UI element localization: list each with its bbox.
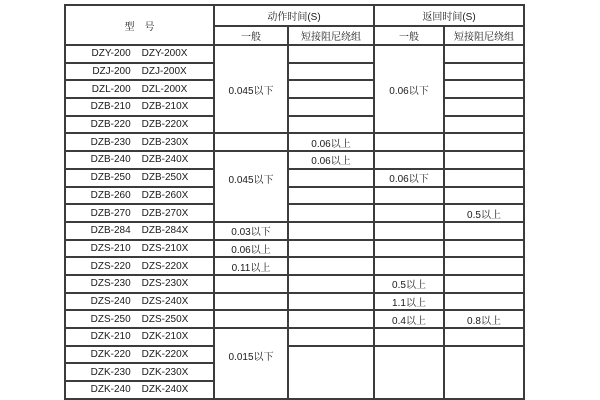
empty-cell [214,293,288,311]
table-row [65,187,524,205]
model-name-x: DZS-220X [141,260,189,272]
model-cell [65,98,214,116]
header-model: 型 号 [65,5,214,45]
model-cell [65,363,214,381]
model-name: DZB-284 [90,225,131,237]
model-cell [65,151,214,169]
model-name-x: DZB-270X [141,207,189,219]
value-cell-action-general: 0.045以下 [214,45,288,133]
empty-cell [444,222,524,240]
model-name: DZB-210 [90,101,131,113]
model-name: DZS-220 [90,260,131,272]
value-cell-action-general: 0.06以上 [214,240,288,258]
empty-cell [374,257,444,275]
model-name-x: DZB-240X [141,154,189,166]
model-cell [65,80,214,98]
value-cell-action-general: 0.015以下 [214,328,288,399]
model-name: DZK-210 [90,331,131,343]
table-row [65,310,524,328]
model-cell [65,45,214,63]
model-cell [65,257,214,275]
empty-cell [214,275,288,293]
model-name: DZS-210 [90,242,131,254]
model-name: DZB-240 [90,154,131,166]
table-row [65,116,524,134]
value-cell-return-damping: 0.8以上 [444,310,524,328]
value-cell-return-general: 0.06以下 [374,45,444,133]
empty-cell [374,151,444,169]
table-row [65,240,524,258]
table-row [65,346,524,364]
spec-table [64,4,525,400]
model-name-x: DZB-284X [141,225,189,237]
header-action-general: 一般 [214,26,288,45]
empty-cell [444,293,524,311]
model-name: DZB-270 [90,207,131,219]
empty-cell [288,116,374,134]
table-row [65,222,524,240]
model-cell [65,240,214,258]
header-return-damping: 短接阻尼绕组 [444,26,524,45]
empty-cell [288,257,374,275]
empty-cell [444,169,524,187]
model-name: DZB-220 [90,119,131,131]
model-name: DZK-220 [90,349,131,361]
model-cell [65,187,214,205]
header-action-time: 动作时间(S) [214,5,374,26]
model-name-x: DZS-230X [141,278,189,290]
model-name-x: DZS-250X [141,313,189,325]
empty-cell [444,328,524,346]
empty-cell [288,240,374,258]
model-cell [65,275,214,293]
empty-cell [444,133,524,151]
empty-cell [444,98,524,116]
model-name: DZB-260 [90,189,131,201]
empty-cell [288,98,374,116]
empty-cell [374,133,444,151]
table-row [65,293,524,311]
model-name-x: DZB-260X [141,189,189,201]
model-name-x: DZB-210X [141,101,189,113]
value-cell-action-damping: 0.06以上 [288,151,374,169]
model-name: DZK-240 [90,384,131,396]
value-cell-return-general: 0.5以上 [374,275,444,293]
model-name-x: DZB-220X [141,119,189,131]
model-cell [65,133,214,151]
model-name: DZS-230 [90,278,131,290]
empty-cell [288,187,374,205]
table-row [65,204,524,222]
model-cell [65,310,214,328]
model-cell [65,204,214,222]
model-name-x: DZK-240X [141,384,189,396]
empty-cell [444,45,524,63]
model-cell [65,346,214,364]
model-cell [65,169,214,187]
model-name: DZB-250 [90,172,131,184]
model-cell [65,116,214,134]
value-cell-action-damping: 0.06以上 [288,133,374,151]
empty-cell [288,222,374,240]
empty-cell [288,310,374,328]
empty-cell [288,275,374,293]
model-cell [65,328,214,346]
empty-cell [444,116,524,134]
empty-cell [444,346,524,399]
model-name-x: DZJ-200X [141,66,187,78]
model-name-x: DZY-200X [141,48,188,60]
empty-cell [444,275,524,293]
empty-cell [444,187,524,205]
table-row [65,151,524,169]
empty-cell [288,328,374,346]
table-row [65,169,524,187]
table-row [65,45,524,63]
model-name: DZK-230 [90,366,131,378]
model-name: DZY-200 [91,48,131,60]
model-name: DZS-240 [90,295,131,307]
empty-cell [444,80,524,98]
empty-cell [374,187,444,205]
empty-cell [214,133,288,151]
empty-cell [444,240,524,258]
header-row-groups [65,5,524,26]
value-cell-return-general: 1.1以上 [374,293,444,311]
empty-cell [288,169,374,187]
empty-cell [374,240,444,258]
value-cell-return-damping: 0.5以上 [444,204,524,222]
model-name-x: DZK-210X [141,331,189,343]
empty-cell [288,45,374,63]
empty-cell [214,310,288,328]
empty-cell [374,204,444,222]
table-row [65,80,524,98]
table-row [65,133,524,151]
model-name: DZS-250 [90,313,131,325]
empty-cell [374,328,444,346]
header-action-damping: 短接阻尼绕组 [288,26,374,45]
empty-cell [374,346,444,399]
model-cell [65,63,214,81]
model-name-x: DZK-220X [141,349,189,361]
model-name: DZL-200 [91,83,131,95]
model-cell [65,222,214,240]
table-row [65,328,524,346]
model-cell [65,293,214,311]
empty-cell [374,222,444,240]
empty-cell [444,151,524,169]
model-name: DZJ-200 [92,66,131,78]
value-cell-return-general: 0.06以下 [374,169,444,187]
table-row [65,275,524,293]
value-cell-return-general: 0.4以上 [374,310,444,328]
empty-cell [444,63,524,81]
header-return-general: 一般 [374,26,444,45]
empty-cell [288,80,374,98]
model-name-x: DZL-200X [141,83,188,95]
header-return-time: 返回时间(S) [374,5,524,26]
table-row [65,63,524,81]
model-name-x: DZB-250X [141,172,189,184]
value-cell-action-general: 0.03以下 [214,222,288,240]
empty-cell [444,257,524,275]
empty-cell [288,63,374,81]
model-name: DZB-230 [90,136,131,148]
model-name-x: DZS-210X [141,242,189,254]
value-cell-action-general: 0.045以下 [214,151,288,222]
empty-cell [288,204,374,222]
table-row [65,257,524,275]
value-cell-action-general: 0.11以上 [214,257,288,275]
model-name-x: DZS-240X [141,295,189,307]
model-name-x: DZB-230X [141,136,189,148]
model-cell [65,381,214,399]
empty-cell [288,293,374,311]
empty-cell [288,346,374,399]
model-name-x: DZK-230X [141,366,189,378]
table-row [65,98,524,116]
